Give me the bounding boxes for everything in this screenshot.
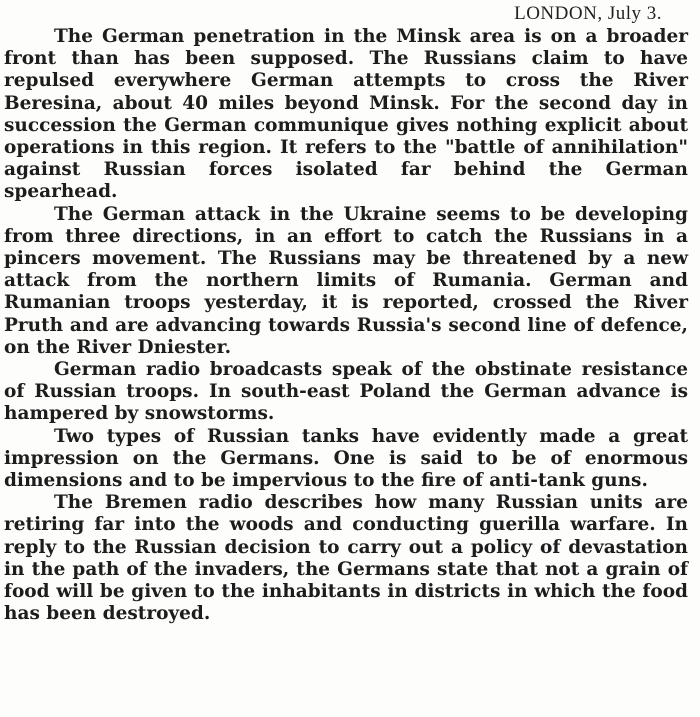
paragraph-minsk: The German penetration in the Minsk area is on a broader front than has been supposed. The Russians claim to have repulsed everywhere German attempts to cross the River Beresina, about 40 miles beyond Minsk. For the second day in succession the German communique gives nothing explicit about operations in this region. It refers to the "battle of annihilation" against Russian forces isolated far behind the German spearhead. (4, 26, 688, 203)
article-body (4, 26, 688, 625)
paragraph-bremen-radio: The Bremen radio describes how many Russian units are retiring far into the woods and conducting guerilla warfare. In reply to the Russian decision to carry out a policy of devastation in the path of the invaders, the Germans state that not a grain of food will be given to the inhabitants in districts in which the food has been destroyed. (4, 492, 688, 625)
paragraph-ukraine: The German attack in the Ukraine seems to be developing from three directions, in an effort to catch the Russians in a pincers movement. The Russians may be threatened by a new attack from the northern limits of Rumania. German and Rumanian troops yesterday, it is reported, crossed the River Pruth and are advancing towards Russia's second line of defence, on the River Dniester. (4, 203, 688, 358)
paragraph-russian-tanks: Two types of Russian tanks have evidently made a great impression on the Germans. One is said to be of enormous dimensions and to be impervious to the fire of anti-tank guns. (4, 425, 688, 492)
paragraph-radio-broadcasts: German radio broadcasts speak of the obstinate resistance of Russian troops. In south-east Poland the German advance is hampered by snowstorms. (4, 359, 688, 425)
dateline: LONDON, July 3. (514, 3, 662, 24)
